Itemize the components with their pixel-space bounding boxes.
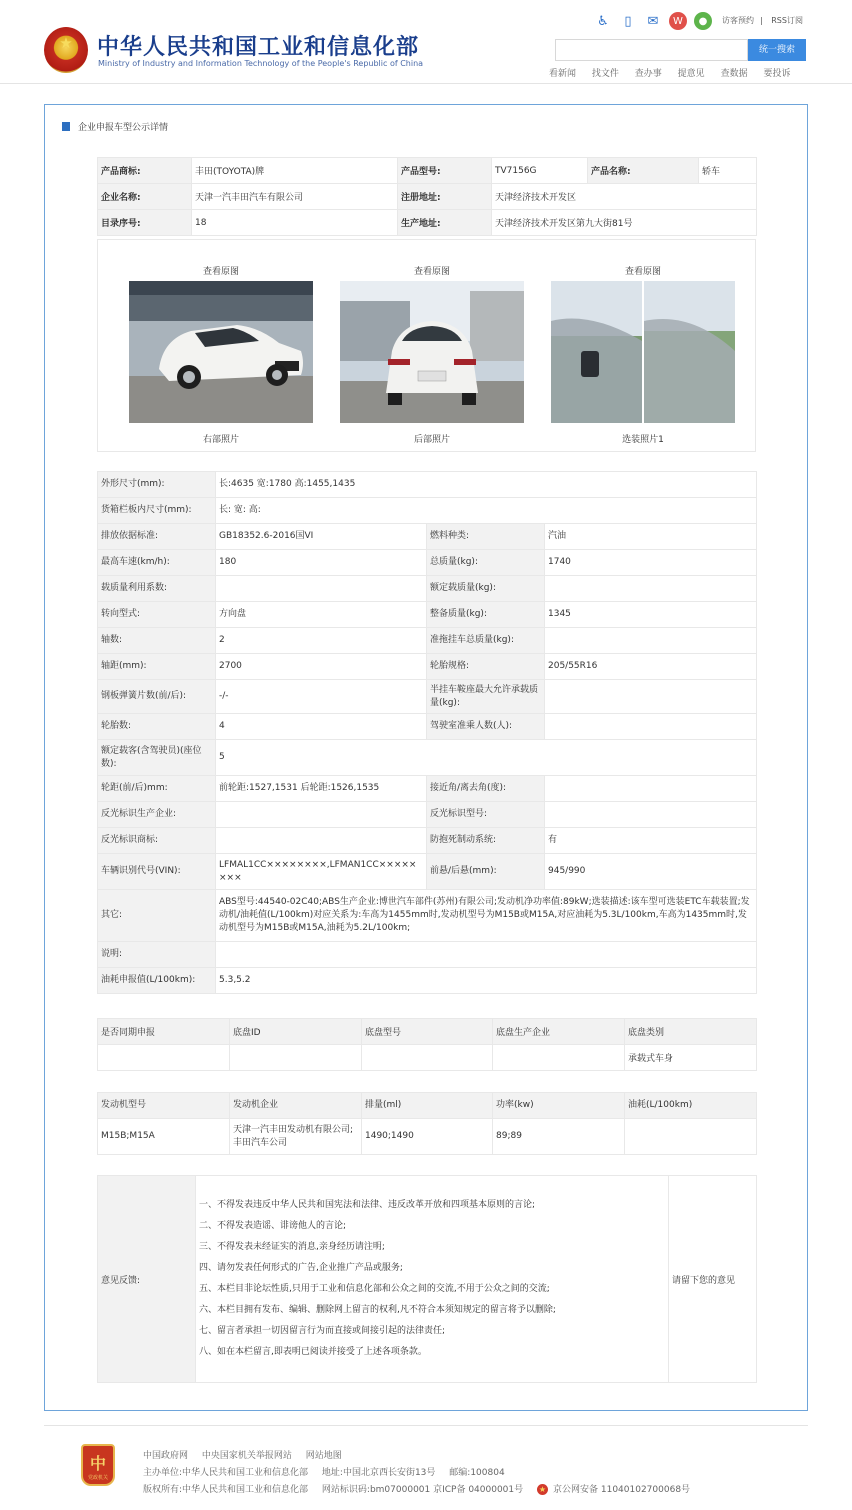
top-links: 访客预约 | RSS订阅: [722, 16, 803, 25]
label-tire-spec: 轮胎规格:: [427, 654, 545, 680]
table-row: [98, 1045, 757, 1071]
vehicle-photos: [97, 239, 756, 452]
label-emission: 排放依据标准:: [98, 524, 216, 550]
rear-car-image[interactable]: [340, 281, 524, 423]
label-saddle: 半挂车鞍座最大允许承载质量(kg):: [427, 680, 545, 714]
label-reflect-company: 反光标识生产企业:: [98, 802, 216, 828]
chassis-cell: [230, 1045, 362, 1071]
chassis-header: 底盘ID: [230, 1019, 362, 1045]
footer-link-sitemap[interactable]: 网站地图: [305, 1451, 342, 1461]
right-side-car-image[interactable]: [129, 281, 313, 423]
label-vin: 车辆识别代号(VIN):: [98, 854, 216, 890]
value-other: ABS型号:44540-02C40;ABS生产企业:博世汽车部件(苏州)有限公司;发动机净功率值:89kW;选装描述:该车型可选装ETC车载装置;发动机/油耗值(L/100km)对应关系为:车高为1455mm时,发动机型号为M15B或M15A,对应油耗为5.3L/100km,车高为1435mm时,发动机型号为M15B或M15A,油耗为5.2L/100km;: [216, 890, 757, 942]
wechat-icon[interactable]: ●: [694, 12, 712, 30]
label-steering: 转向型式:: [98, 602, 216, 628]
engine-cell: M15B;M15A: [98, 1119, 230, 1155]
label-tires: 轮胎数:: [98, 714, 216, 740]
value-reflect-brand: [216, 828, 427, 854]
label-reg-addr: 注册地址:: [398, 184, 492, 210]
label-brand: 产品商标:: [98, 158, 192, 184]
leave-feedback-link[interactable]: 请留下您的意见: [669, 1176, 757, 1383]
value-vin: LFMAL1CC××××××××,LFMAN1CC××××××××: [216, 854, 427, 890]
label-reflect-model: 反光标识型号:: [427, 802, 545, 828]
value-product-name: 轿车: [699, 158, 757, 184]
weibo-icon[interactable]: W: [669, 12, 687, 30]
site-title[interactable]: 中华人民共和国工业和信息化部: [97, 35, 420, 60]
footer-postcode: 邮编:100804: [449, 1468, 505, 1478]
label-reflect-brand: 反光标识商标:: [98, 828, 216, 854]
footer-link-report[interactable]: 中央国家机关举报网站: [201, 1451, 292, 1461]
nav-links: [549, 66, 803, 79]
value-axles: 2: [216, 628, 427, 654]
chassis-cell: [493, 1045, 625, 1071]
footer-info: [143, 1448, 712, 1499]
label-angle: 接近角/离去角(度):: [427, 776, 545, 802]
engine-header: 功率(kw): [493, 1093, 625, 1119]
engine-cell: 天津一汽丰田发动机有限公司;丰田汽车公司: [230, 1119, 362, 1155]
label-speed: 最高车速(km/h):: [98, 550, 216, 576]
engine-table: [97, 1092, 757, 1155]
value-fuel: 汽油: [545, 524, 757, 550]
value-emission: GB18352.6-2016国VI: [216, 524, 427, 550]
table-row: [98, 1119, 757, 1155]
optional-equipment-image[interactable]: [551, 281, 735, 423]
party-government-logo[interactable]: 中 党政机关: [81, 1444, 115, 1486]
value-steering: 方向盘: [216, 602, 427, 628]
value-model: TV7156G: [492, 158, 588, 184]
nav-complaints[interactable]: 要投诉: [763, 69, 791, 79]
value-spring: -/-: [216, 680, 427, 714]
value-overhang: 945/990: [545, 854, 757, 890]
rss-link[interactable]: RSS订阅: [771, 16, 803, 25]
rule-item: 四、请勿发表任何形式的广告,企业推广产品或服务;: [199, 1263, 403, 1273]
national-emblem: ★: [44, 27, 88, 73]
rule-item: 六、本栏目拥有发布、编辑、删除网上留言的权利,凡不符合本须知规定的留言将予以删除;: [199, 1305, 556, 1315]
police-badge-icon: ★: [538, 1485, 547, 1494]
value-reg-addr: 天津经济技术开发区: [492, 184, 757, 210]
nav-opinions[interactable]: 提意见: [677, 69, 705, 79]
value-abs: 有: [545, 828, 757, 854]
label-seats: 额定载客(含驾驶员)(座位数):: [98, 740, 216, 776]
site-header: [0, 0, 852, 84]
mail-icon[interactable]: ✉: [647, 13, 659, 29]
value-cab: [545, 714, 757, 740]
section-marker-icon: [62, 122, 70, 131]
value-fuel-consumption: 5.3,5.2: [216, 968, 757, 994]
value-prod-addr: 天津经济技术开发区第九大街81号: [492, 210, 757, 236]
value-note: [216, 942, 757, 968]
value-cargo: 长: 宽: 高:: [216, 498, 757, 524]
value-dimensions: 长:4635 宽:1780 高:1455,1435: [216, 472, 757, 498]
chassis-cell: [362, 1045, 493, 1071]
rule-item: 一、不得发表违反中华人民共和国宪法和法律、违反改革开放和四项基本原则的言论;: [199, 1200, 536, 1210]
mobile-icon[interactable]: ▯: [624, 13, 632, 29]
nav-services[interactable]: 查办事: [634, 69, 662, 79]
engine-cell: 1490;1490: [362, 1119, 493, 1155]
label-wheelbase: 轴距(mm):: [98, 654, 216, 680]
rule-item: 三、不得发表未经证实的消息,亲身经历请注明;: [199, 1242, 385, 1252]
label-product-name: 产品名称:: [588, 158, 699, 184]
value-seats: 5: [216, 740, 757, 776]
label-overhang: 前悬/后悬(mm):: [427, 854, 545, 890]
value-tire-spec: 205/55R16: [545, 654, 757, 680]
visit-link[interactable]: 访客预约: [722, 16, 754, 25]
footer-site-code: 网站标识码:bm07000001 京ICP备 04000001号: [321, 1485, 524, 1495]
rule-item: 五、本栏目非论坛性质,只用于工业和信息化部和公众之间的交流,不用于公众之间的交流;: [199, 1284, 550, 1294]
value-saddle: [545, 680, 757, 714]
value-tires: 4: [216, 714, 427, 740]
footer-copyright: 版权所有:中华人民共和国工业和信息化部: [143, 1485, 309, 1495]
footer-link-gov[interactable]: 中国政府网: [143, 1451, 189, 1461]
label-rated-load: 额定载质量(kg):: [427, 576, 545, 602]
chassis-cell: [98, 1045, 230, 1071]
top-icons: [594, 12, 719, 30]
nav-files[interactable]: 找文件: [591, 69, 619, 79]
value-company: 天津一汽丰田汽车有限公司: [192, 184, 398, 210]
detail-panel: [44, 104, 808, 1411]
rule-item: 七、留言者承担一切因留言行为而直接或间接引起的法律责任;: [199, 1326, 446, 1336]
engine-header: 油耗(L/100km): [625, 1093, 757, 1119]
view-original-link[interactable]: 查看原图: [624, 267, 661, 277]
site-subtitle: Ministry of Industry and Information Technology of the People's Republic of China: [98, 59, 424, 68]
label-curb-mass: 整备质量(kg):: [427, 602, 545, 628]
chassis-header: 底盘生产企业: [493, 1019, 625, 1045]
view-original-link[interactable]: 查看原图: [413, 267, 450, 277]
value-wheelbase: 2700: [216, 654, 427, 680]
engine-cell: 89;89: [493, 1119, 625, 1155]
label-cab: 驾驶室准乘人数(人):: [427, 714, 545, 740]
label-load-util: 载质量利用系数:: [98, 576, 216, 602]
engine-header: 发动机型号: [98, 1093, 230, 1119]
label-fuel: 燃料种类:: [427, 524, 545, 550]
value-angle: [545, 776, 757, 802]
value-track: 前轮距:1527,1531 后轮距:1526,1535: [216, 776, 427, 802]
section-title: 企业申报车型公示详情: [62, 120, 168, 133]
chassis-header: 是否同期申报: [98, 1019, 230, 1045]
label-note: 说明:: [98, 942, 216, 968]
engine-header: 发动机企业: [230, 1093, 362, 1119]
value-brand: 丰田(TOYOTA)牌: [192, 158, 398, 184]
rule-item: 八、如在本栏留言,即表明已阅读并接受了上述各项条款。: [199, 1347, 427, 1357]
footer-address: 地址:中国北京西长安街13号: [321, 1468, 436, 1478]
value-total-mass: 1740: [545, 550, 757, 576]
footer-host: 主办单位:中华人民共和国工业和信息化部: [143, 1468, 309, 1478]
basic-info-table: [97, 157, 757, 236]
label-fuel-consumption: 油耗申报值(L/100km):: [98, 968, 216, 994]
value-catalog: 18: [192, 210, 398, 236]
engine-cell: [625, 1119, 757, 1155]
footer-divider: [44, 1425, 808, 1426]
photo-caption: 选装照片1: [622, 435, 664, 445]
label-abs: 防抱死制动系统:: [427, 828, 545, 854]
search-input[interactable]: [555, 39, 748, 61]
label-axles: 轴数:: [98, 628, 216, 654]
chassis-table: [97, 1018, 757, 1071]
feedback-rules: [196, 1176, 669, 1383]
feedback-table: [97, 1175, 757, 1383]
label-trailer-mass: 准拖挂车总质量(kg):: [427, 628, 545, 654]
photo-caption: 后部照片: [413, 435, 450, 445]
chassis-cell: 承载式车身: [625, 1045, 757, 1071]
label-catalog: 目录序号:: [98, 210, 192, 236]
label-model: 产品型号:: [398, 158, 492, 184]
label-total-mass: 总质量(kg):: [427, 550, 545, 576]
value-load-util: [216, 576, 427, 602]
search-button[interactable]: 统一搜索: [748, 39, 806, 61]
label-cargo: 货箱栏板内尺寸(mm):: [98, 498, 216, 524]
value-curb-mass: 1345: [545, 602, 757, 628]
value-rated-load: [545, 576, 757, 602]
label-prod-addr: 生产地址:: [398, 210, 492, 236]
rule-item: 二、不得发表造谣、诽谤他人的言论;: [199, 1221, 347, 1231]
footer-police[interactable]: ★ 京公网安备 11040102700068号: [538, 1485, 691, 1495]
photo-caption: 右部照片: [202, 435, 239, 445]
value-trailer-mass: [545, 628, 757, 654]
label-company: 企业名称:: [98, 184, 192, 210]
spec-table: [97, 471, 757, 994]
engine-header: 排量(ml): [362, 1093, 493, 1119]
view-original-link[interactable]: 查看原图: [202, 267, 239, 277]
accessibility-icon[interactable]: ♿: [597, 13, 609, 29]
chassis-header: 底盘型号: [362, 1019, 493, 1045]
value-reflect-company: [216, 802, 427, 828]
nav-data[interactable]: 查数据: [720, 69, 748, 79]
feedback-label: 意见反馈:: [98, 1176, 196, 1383]
label-other: 其它:: [98, 890, 216, 942]
label-track: 轮距(前/后)mm:: [98, 776, 216, 802]
chassis-header: 底盘类别: [625, 1019, 757, 1045]
value-reflect-model: [545, 802, 757, 828]
label-dimensions: 外形尺寸(mm):: [98, 472, 216, 498]
value-speed: 180: [216, 550, 427, 576]
label-spring: 钢板弹簧片数(前/后):: [98, 680, 216, 714]
nav-news[interactable]: 看新闻: [549, 69, 577, 79]
